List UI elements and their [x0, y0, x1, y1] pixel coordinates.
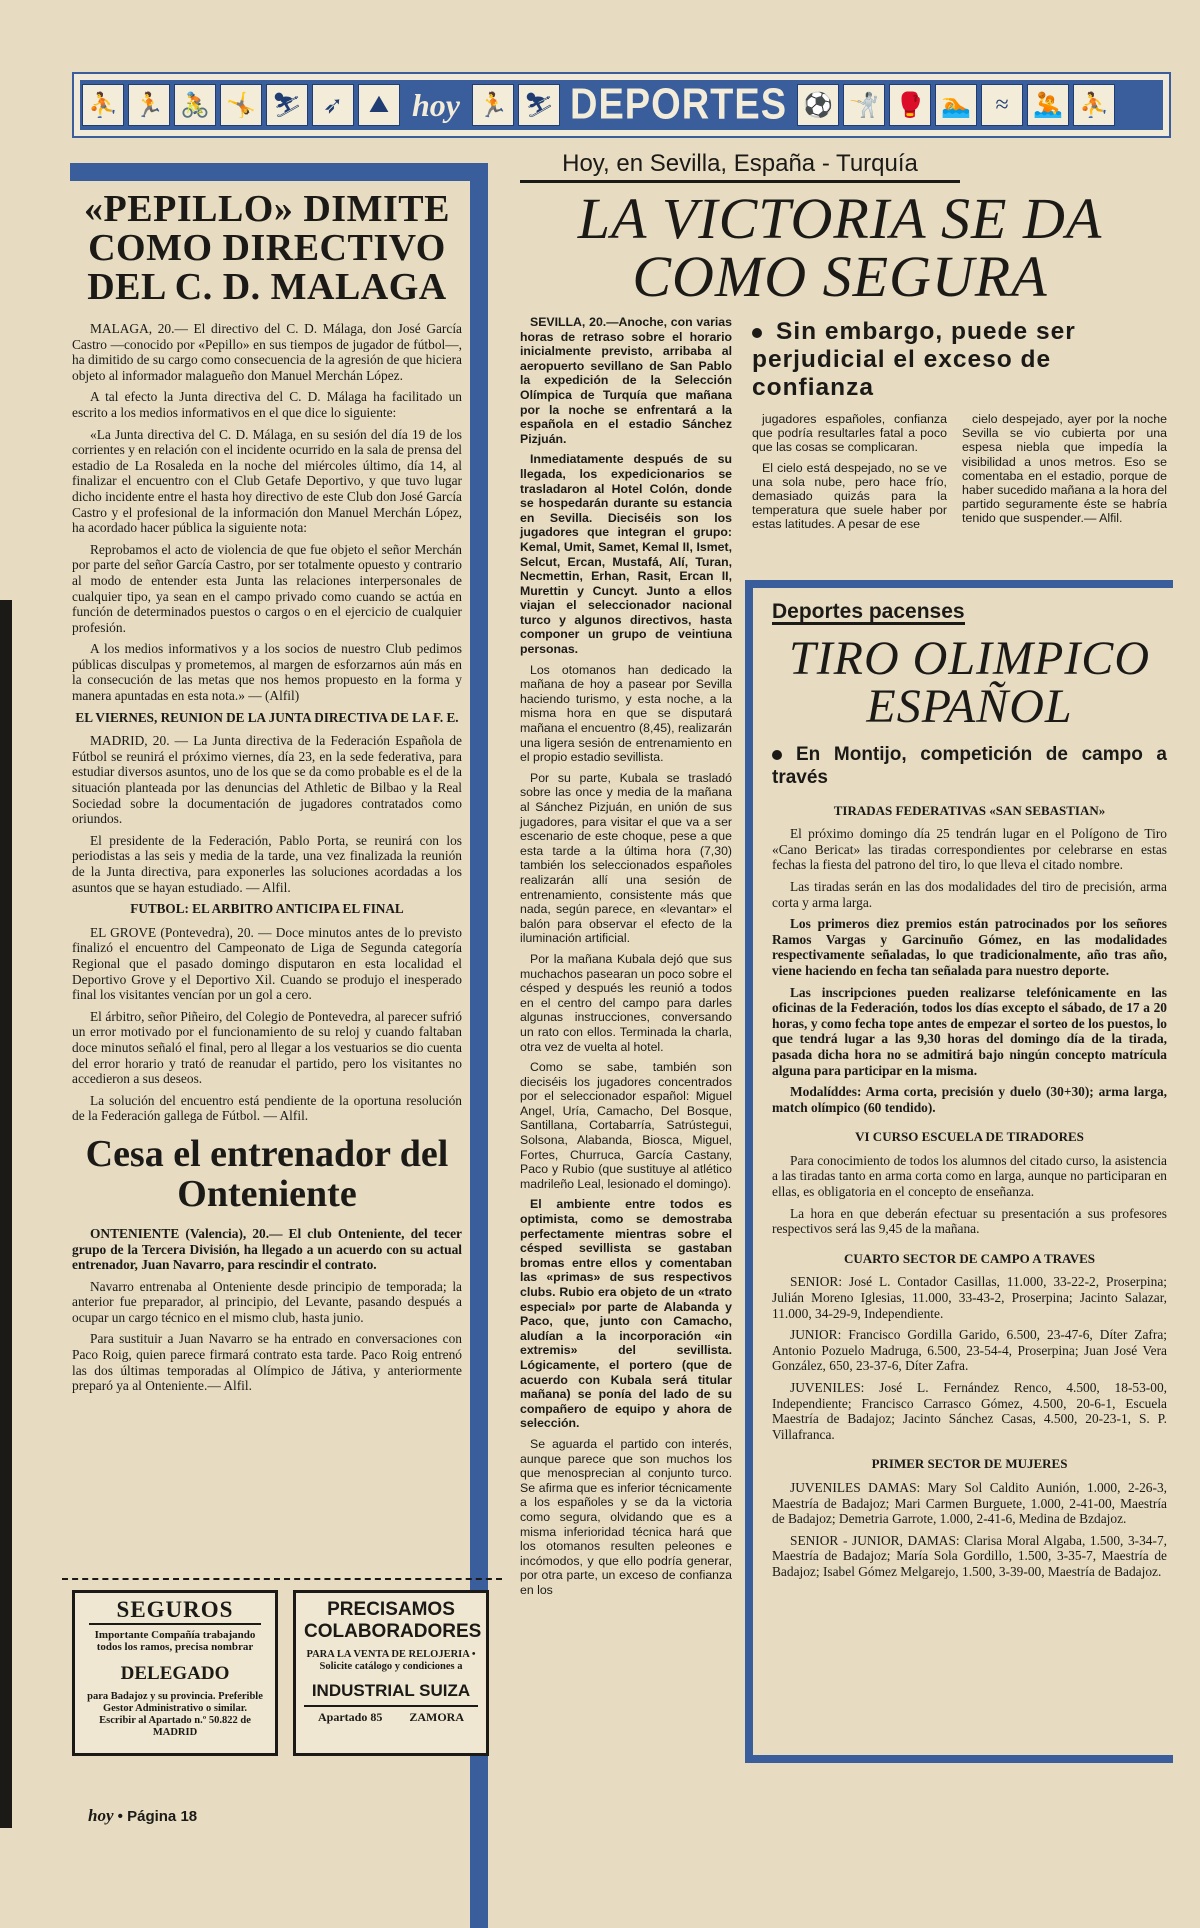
article-lead: SEVILLA, 20.—Anoche, con varias horas de retraso sobre el horario inicialmente previsto, arribaba al aeropuerto sevillano de San Pablo la expedición de la Selección Olímpica de Turquía que mañana por la noche se enfrentará a la española en el estadio Sánchez Pizjuán. — [520, 315, 732, 446]
article-subheading: EL VIERNES, REUNION DE LA JUNTA DIRECTIVA DE LA F. E. — [75, 709, 459, 725]
article-paragraph: A los medios informativos y a los socios de nuestro Club pedimos públicas disculpas y prometemos, al margen de esforzarnos aún más en la consecución de las metas que nos hemos propuesto en la forma y manera apuntadas en esta nota.» — (Alfil) — [72, 641, 462, 704]
footer-bullet-icon: • — [117, 1808, 128, 1825]
javelin-icon: ➶ — [312, 84, 354, 126]
article-paragraph: EL GROVE (Pontevedra), 20. — Doce minutos antes de lo previsto finalizó el encuentro del Campeonato de Liga de Segunda categoría Regional que el pasado domingo disputaron en esta localidad el Deportivo Grove y el Deportivo Xil. Cuando se produjo el inesperado final los visitantes vencían por un gol a cero. — [72, 924, 462, 1003]
running-icon: 🏃 — [128, 84, 170, 126]
article-headline-pepillo: «PEPILLO» DIMITE COMO DIRECTIVO DEL C. D. MALAGA — [84, 188, 450, 308]
masthead-brand: hoy — [412, 86, 460, 123]
bullet-icon — [772, 750, 782, 760]
article-paragraph: Los primeros diez premios están patrocinados por los señores Ramos Vargas y Garcinuño Gómez, en las modalidades respectivamente señaladas, lo que tradicionalmente, año tras año, viene haciendo en fecha tan señalada para nuestro deporte. — [772, 916, 1167, 978]
article-headline-victoria: LA VICTORIA SE DA COMO SEGURA — [577, 186, 1103, 309]
gymnastics-icon: 🤸 — [220, 84, 262, 126]
footer-brand: hoy — [88, 1806, 114, 1825]
ad-text: Importante Compañía trabajando todos los ramos, precisa nombrar — [94, 1629, 256, 1653]
ad-industrial-suiza — [293, 1590, 489, 1756]
article-subheading: PRIMER SECTOR DE MUJERES — [871, 1456, 1068, 1472]
page-number: Página 18 — [127, 1808, 198, 1825]
article-headline-onteniente: Cesa el entrenador del Onteniente — [85, 1132, 449, 1215]
article-paragraph: Como se sabe, también son dieciséis los jugadores concentrados por el seleccionador español: Miguel Angel, Uría, Camacho, Del Bosque, Santillana, Cortabarría, Satrústegui, Solsona, Alabanda, Biosca, Miguel, Fortes, Churruca, García Castany, Paco y Rubio (que sustituye al atlético madrileño Leal, lesionado el domingo). — [520, 1060, 732, 1191]
section-label: Deportes pacenses — [772, 600, 965, 623]
results-paragraph: JUNIOR: Francisco Gordilla Garido, 6.500, 23-47-6, Díter Zafra; Antonio Pozuelo Madruga, 6.500, 23-54-4, Proserpina; Juan José Vera González, 650, 23-37-6, Díter Zafra. — [772, 1327, 1167, 1374]
bullet-icon — [752, 328, 762, 338]
article-paragraph: MALAGA, 20.— El directivo del C. D. Málaga, don José García Castro —conocido por «Pepillo» en sus tiempos de jugador de fútbol—, ha dimitido de su cargo como consecuencia de la agresión de que hiciera objeto al informador malagueño don Manuel Merchán López. — [72, 321, 462, 383]
results-paragraph: SENIOR - JUNIOR, DAMAS: Clarisa Moral Algaba, 1.500, 3-34-7, Maestría de Badajoz; María Sola Gordillo, 1.500, 3-35-7, Maestría de Badajoz; Isabel Gómez Melgarejo, 1.500, 3-39-00, Maestría de Badajoz. — [772, 1532, 1167, 1579]
ad-title: PRECISAMOS COLABORADORES — [304, 1599, 482, 1642]
article-paragraph: La hora en que deberán efectuar su presentación a sus profesores respectivos será las 9,45 de la mañana. — [772, 1205, 1167, 1237]
cycling-icon: 🚴 — [174, 84, 216, 126]
results-paragraph: JUVENILES DAMAS: Mary Sol Caldito Aunión, 1.000, 2-26-3, Maestría de Badajoz; Mari Carmen Burguete, 1.000, 2-41-00, Maestría de Badajoz; Demetria Garrote, 1.000, 2-41-6, Medina de Bzdajoz. — [772, 1479, 1167, 1527]
article-paragraph: El ambiente entre todos es optimista, como se demostraba perfectamente mientras sobre el césped sevillista se gastaban bromas entre ellos y comentaban las «primas» de sus respectivos clubs. Rubio era objeto de un «trato especial» por parte de Alabanda y Paco, que, junto con Camacho, aludían a la incorporación «in extremis» del sevillista. Lógicamente, el portero (que de acuerdo con Kubala será titular mañana) se ponía del lado de su compañero de equipo y ahora de selección. — [520, 1197, 732, 1431]
article-paragraph: cielo despejado, ayer por la noche Sevilla se vio cubierta por una espesa niebla que impedía la visibilidad a unos metros. Eso se comentaba en el estadio, porque de haber sucedido mañana a la hora del partido seguramente éste se habría tenido que suspender.— Alfil. — [962, 412, 1167, 526]
middle-column — [520, 315, 732, 1603]
ad-city: ZAMORA — [409, 1710, 464, 1724]
continuation-column-1 — [752, 412, 947, 538]
subhead-text: Sin embargo, puede ser perjudicial el exceso de confianza — [752, 318, 1076, 401]
article-subheading: TIRADAS FEDERATIVAS «SAN SEBASTIAN» — [833, 802, 1106, 818]
jump-icon: ⛷ — [266, 84, 308, 126]
masthead-section: DEPORTES — [570, 80, 788, 129]
article-paragraph: El árbitro, señor Piñeiro, del Colegio de Pontevedra, al parecer sufrió un error motivado por el funcionamiento de su reloj y cuando faltaban doce minutos señaló el final, pero al llegar a los vestuarios se dio cuenta del error horario y trató de reanudar el partido, pero los visitantes no accedieron a sus deseos. — [72, 1008, 462, 1087]
ad-text: PARA LA VENTA DE RELOJERIA • Solicite catálogo y condiciones a — [306, 1649, 476, 1672]
tiro-article — [772, 600, 1167, 1586]
page-edge-shadow — [0, 600, 12, 1828]
ad-role: DELEGADO — [120, 1663, 230, 1684]
skiing-icon: ⛷ — [518, 84, 560, 126]
article-subhead — [772, 743, 1167, 789]
article-paragraph: Por la mañana Kubala dejó que sus muchachos pasearan un poco sobre el césped y después les reunió a todos en el centro del campo para darles algunas instrucciones, conversando un rato con ellos. Terminada la charla, otra vez de vuelta al hotel. — [520, 951, 732, 1054]
results-paragraph: SENIOR: José L. Contador Casillas, 11.000, 33-22-2, Proserpina; Julián Moreno Iglesias, 11.000, 33-43-2, Proserpina; Jacinto Salazar, 11.000, 34-29-9, Independiente. — [772, 1274, 1167, 1321]
article-paragraph: A tal efecto la Junta directiva del C. D. Málaga ha facilitado un escrito a los medios informativos en el que dice lo siguiente: — [72, 389, 462, 420]
article-subheading: FUTBOL: EL ARBITRO ANTICIPA EL FINAL — [130, 901, 404, 917]
athletics-icon: 🏃 — [472, 84, 514, 126]
article-supertitle: Hoy, en Sevilla, España - Turquía — [562, 150, 918, 177]
article-paragraph: Navarro entrenaba al Onteniente desde principio de temporada; la anterior fue preparador, al principio, del Levante, pasando después a ocupar un cargo técnico en el mismo club, hasta junio. — [72, 1278, 462, 1325]
article-paragraph: Las tiradas serán en las dos modalidades del tiro de precisión, arma corta y arma larga. — [772, 878, 1167, 910]
section-masthead — [72, 72, 1171, 138]
article-subheading: CUARTO SECTOR DE CAMPO A TRAVES — [843, 1250, 1096, 1266]
ad-seguros — [72, 1590, 278, 1756]
ad-address: Apartado 85 — [318, 1710, 383, 1724]
water-icon: ≈ — [981, 84, 1023, 126]
article-paragraph: El cielo está despejado, no se ve una sola nube, pero hace frío, demasiado quizás para la temperatura que suele haber por estas latitudes. A pesar de ese — [752, 460, 947, 532]
results-paragraph: JUVENILES: José L. Fernández Renco, 4.500, 18-53-00, Independiente; Francisco Carrasco Gómez, 4.500, 20-6-1, Escuela Maestría de Badajoz; Jacinto Sánchez Casas, 4.500, 20-23-1, S. P. Villafranca. — [772, 1380, 1167, 1442]
article-paragraph: Para sustituir a Juan Navarro se ha entrado en conversaciones con Paco Roig, quien parece firmará contrato esta tarde. Paco Roig entrenó las dos últimas temporadas al Olímpico de Játiva, y anteriormente preparó ya al Onteniente.— Alfil. — [72, 1331, 462, 1394]
article-paragraph: Para conocimiento de todos los alumnos del citado curso, la asistencia a las tiradas tanto en arma corta como en larga, aunque no participaran en ellas, es obligatoria en el concepto de enseñanza. — [772, 1152, 1167, 1200]
article-paragraph: «La Junta directiva del C. D. Málaga, en su sesión del día 19 de los corrientes y en relación con el incidente ocurrido en la sala de prensa del estadio de La Rosaleda en la noche del miércoles último, día 14, al finalizar el encuentro con el Club Getafe Deportivo, y que tuvo lugar dicho incidente entre el hasta hoy directivo de este Club don José García Castro y el profesional de la información don Manuel Merchán López, ha acordado hacer pública la siguiente nota: — [72, 426, 462, 536]
article-paragraph: Las inscripciones pueden realizarse telefónicamente en las oficinas de la Federación, todos los días excepto el sábado, de 17 a 20 horas, y como fecha tope antes de empezar el sorteo de los puestos, lo que tendrá lugar a las 9,30 horas del domingo día de la tirada, pasada dicha hora no se admitirá bajo ningún concepto matrícula alguna para participar en la misma. — [772, 984, 1167, 1078]
article-paragraph: Modalíddes: Arma corta, precisión y duelo (30+30); arma larga, match olímpico (60 tendido). — [772, 1084, 1167, 1115]
right-box-left-rule — [745, 580, 753, 1763]
article-paragraph: Por su parte, Kubala se trasladó sobre las once y media de la mañana al Sánchez Pizjuán, en unión de sus jugadores, para visitar el que va a ser escenario de este choque, pese a que esta tarde a la última hora (7,30) también los seleccionados españoles realizarán allí una sesión de entrenamiento, consistente más que nada, según parece, en «levantar» el balón para observar el efecto de la iluminación artificial. — [520, 770, 732, 946]
athlete-icon: ⛹ — [82, 84, 124, 126]
continuation-column-2 — [962, 412, 1167, 532]
left-column-rule — [70, 163, 478, 181]
ad-text: para Badajoz y su provincia. Preferible Gestor Administrativo o similar. Escribir al Apartado n.º 50.822 de MADRID — [87, 1691, 263, 1738]
article-paragraph: Se aguarda el partido con interés, aunque parece que son muchos los que menosprecian al conjunto turco. Se afirma que es inferior técnicamente a los españoles y se da la victoria como segura, olvidando que es a misma inferioridad técnica hará que los otomanos resulten peleones e incómodos, y que ello podría generar, por otra parte, un exceso de confianza en los — [520, 1436, 732, 1597]
boxing-icon: 🥊 — [889, 84, 931, 126]
article-paragraph: Inmediatamente después de su llegada, los expedicionarios se trasladaron al Hotel Colón, donde se hospedarán durante su estancia en Sevilla. Dieciséis son los jugadores que integran el grupo: Kemal, Umit, Samet, Kemal II, Ismet, Selcut, Ercan, Mustafá, Alí, Turan, Necmettin, Erhan, Rasit, Ercan II, Murettin y Cuncyt. Junto a ellos viajan el seleccionador nacional turco y algunos directivos, hasta componer un grupo de veintiuna personas. — [520, 452, 732, 657]
article-headline-tiro: TIRO OLIMPICO ESPAÑOL — [789, 631, 1150, 733]
swimming-icon: 🏊 — [935, 84, 977, 126]
article-paragraph: jugadores españoles, confianza que podría resultarles fatal a poco que las cosas se complicaran. — [752, 412, 947, 455]
diving-icon: 🤽 — [1027, 84, 1069, 126]
ad-title: SEGUROS — [89, 1597, 261, 1625]
right-box-top-rule — [745, 580, 1173, 588]
climbing-icon: ⛰ — [358, 84, 400, 126]
supertitle-rule — [520, 180, 960, 183]
ad-company: INDUSTRIAL SUIZA — [311, 1681, 471, 1700]
page-footer — [88, 1806, 197, 1826]
left-column — [72, 190, 462, 1400]
article-subheading: VI CURSO ESCUELA DE TIRADORES — [855, 1129, 1084, 1145]
sports-icon: ⚽ — [797, 84, 839, 126]
right-box-bottom-rule — [745, 1755, 1173, 1763]
article-paragraph: Reprobamos el acto de violencia de que fue objeto el señor Merchán por parte del señor García Castro, por ser totalmente opuesto y contrario al modo de entender esta Junta las relaciones interpersonales de cualquier tipo, ya sean en el campo privado como cuando se actúa en función de determinados puestos o cargos o en el ejercicio de cualquier profesión. — [72, 541, 462, 635]
article-paragraph: La solución del encuentro está pendiente de la oportuna resolución de la Federación gallega de Fútbol. — Alfil. — [72, 1092, 462, 1124]
article-lead: ONTENIENTE (Valencia), 20.— El club Onteniente, del tecer grupo de la Tercera División, ha llegado a un acuerdo con su actual entrenador, Juan Navarro, para rescindir el contrato. — [72, 1225, 462, 1273]
article-paragraph: MADRID, 20. — La Junta directiva de la Federación Española de Fútbol se reunirá el próximo viernes, día 23, en la sede federativa, para estudiar diversos asuntos, uno de los que se da como probable es el de la situación planteada por las denuncias del Athletic de Bilbao y la Real Sociedad sobre la documentación de jugadores contratados como oriundos. — [72, 733, 462, 827]
article-paragraph: El presidente de la Federación, Pablo Porta, se reunirá con los periodistas a las seis y media de la tarde, una vez finalizada la reunión de la Junta directiva, para exponerles las soluciones acordadas a los asuntos que se hayan estudiado. — Alfil. — [72, 832, 462, 895]
article-subhead — [752, 318, 1162, 402]
basketball-icon: ⛹ — [1073, 84, 1115, 126]
article-paragraph: El próximo domingo día 25 tendrán lugar en el Polígono de Tiro «Cano Bericat» las tiradas correspondientes por celebrarse en estas fechas la fiesta del patrono del tiro, lo que lleva el citado nombre. — [772, 826, 1167, 873]
subhead-text: En Montijo, competición de campo a través — [772, 743, 1167, 788]
article-paragraph: Los otomanos han dedicado la mañana de hoy a pasear por Sevilla haciendo turismo, y esta noche, a la misma hora en que se disputará mañana el encuentro (8,45), realizarán una ligera sesión de entrenamiento en el propio estadio sevillista. — [520, 662, 732, 765]
fencing-icon: 🤺 — [843, 84, 885, 126]
